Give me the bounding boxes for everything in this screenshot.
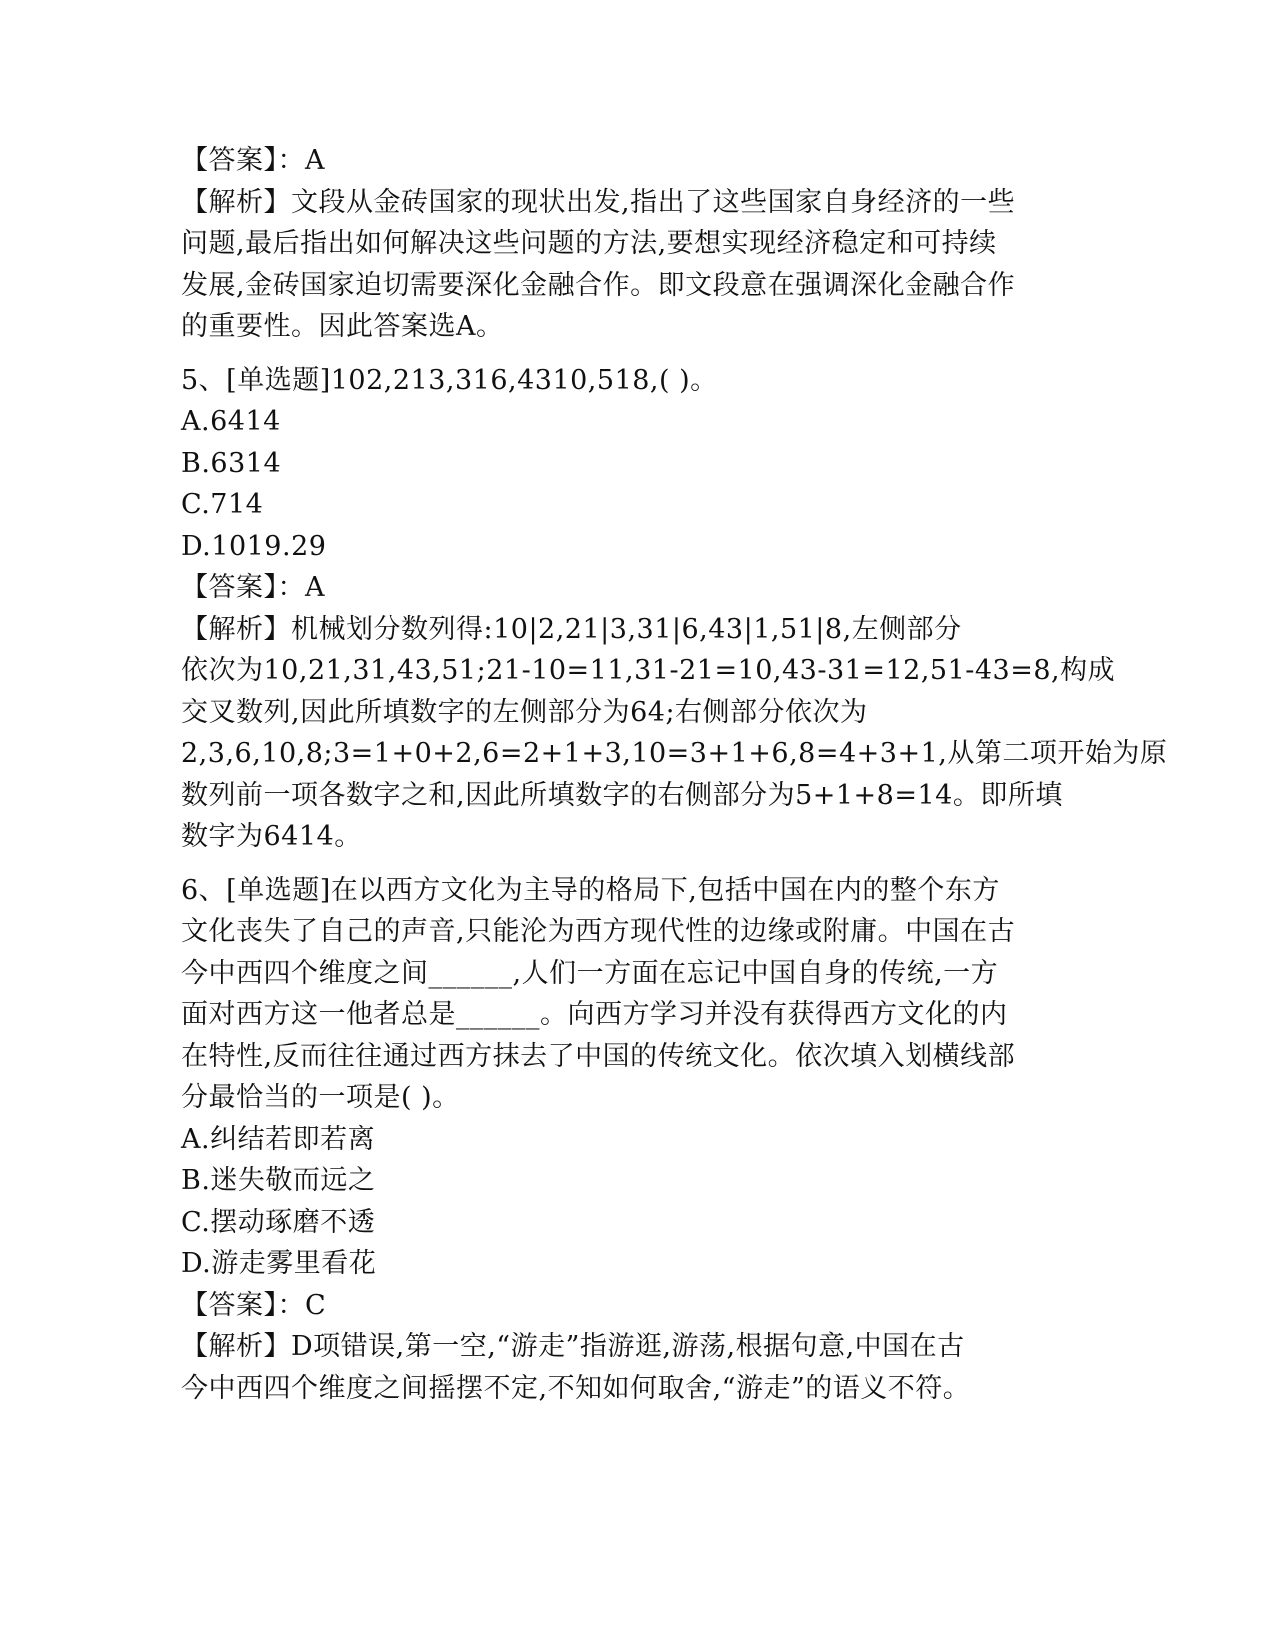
paragraph-gap [181, 858, 1041, 870]
q6-question-line: 6、[单选题]在以西方文化为主导的格局下,包括中国在内的整个东方 [181, 874, 1000, 906]
q5-analysis-line: 交叉数列,因此所填数字的左侧部分为64;右侧部分依次为 [181, 696, 868, 728]
q5-analysis-line: 依次为10,21,31,43,51;21-10=11,31-21=10,43-31=12,51-43=8,构成 [181, 655, 1116, 686]
paragraph-gap [181, 348, 1041, 360]
q6-question [181, 870, 1041, 1119]
q6-options-line: D.游走雾里看花 [181, 1248, 377, 1279]
q5-options [181, 401, 1041, 567]
q6-options [181, 1119, 1041, 1285]
q6-question-line: 在特性,反而往往通过西方抹去了中国的传统文化。依次填入划横线部 [181, 1040, 1016, 1072]
q4-answer-line: 【答案】：A [181, 145, 325, 176]
q5-question [181, 360, 1041, 402]
q5-options-line: D.1019.29 [181, 530, 327, 562]
q6-analysis [181, 1326, 1041, 1409]
q6-analysis-line: 【解析】D项错误,第一空,“游走”指游逛,游荡,根据句意,中国在古 [181, 1331, 965, 1362]
q6-options-line: B.迷失敬而远之 [181, 1165, 376, 1196]
q5-options-line: B.6314 [181, 447, 282, 479]
q4-analysis-line: 【解析】文段从金砖国家的现状出发,指出了这些国家自身经济的一些 [181, 186, 1016, 218]
q6-question-line: 面对西方这一他者总是______。向西方学习并没有获得西方文化的内 [181, 999, 1008, 1030]
q6-answer-line: 【答案】：C [181, 1289, 327, 1321]
q5-analysis-line: 数列前一项各数字之和,因此所填数字的右侧部分为5+1+8=14。即所填 [181, 779, 1063, 811]
q6-analysis-line: 今中西四个维度之间摇摆不定,不知如何取舍,“游走”的语义不符。 [181, 1372, 971, 1404]
q6-answer [181, 1285, 1041, 1327]
q6-options-line: A.纠结若即若离 [181, 1123, 376, 1155]
q5-answer [181, 567, 1041, 609]
q6-question-line: 文化丧失了自己的声音,只能沦为西方现代性的边缘或附庸。中国在古 [181, 916, 1016, 947]
document-page [181, 140, 1168, 1409]
q5-question-line: 5、[单选题]102,213,316,4310,518,( )。 [181, 364, 718, 396]
q4-answer [181, 140, 1041, 182]
q5-analysis-line: 数字为6414。 [181, 821, 362, 852]
q6-options-line: C.摆动琢磨不透 [181, 1206, 376, 1238]
q5-analysis [181, 609, 1168, 858]
q5-analysis-line: 2,3,6,10,8;3=1+0+2,6=2+1+3,10=3+1+6,8=4+3+1,从第二项开始为原 [181, 738, 1168, 769]
q4-analysis-line: 的重要性。因此答案选A。 [181, 311, 504, 342]
q5-analysis-line: 【解析】机械划分数列得:10|2,21|3,31|6,43|1,51|8,左侧部分 [181, 613, 962, 645]
q6-question-line: 分最恰当的一项是( )。 [181, 1082, 460, 1113]
q4-analysis [181, 182, 1041, 348]
q5-options-line: A.6414 [181, 406, 281, 437]
q4-analysis-line: 发展,金砖国家迫切需要深化金融合作。即文段意在强调深化金融合作 [181, 269, 1016, 301]
q6-question-line: 今中西四个维度之间______,人们一方面在忘记中国自身的传统,一方 [181, 957, 999, 989]
q4-analysis-line: 问题,最后指出如何解决这些问题的方法,要想实现经济稳定和可持续 [181, 228, 997, 259]
q5-answer-line: 【答案】：A [181, 572, 325, 603]
q5-options-line: C.714 [181, 489, 264, 520]
